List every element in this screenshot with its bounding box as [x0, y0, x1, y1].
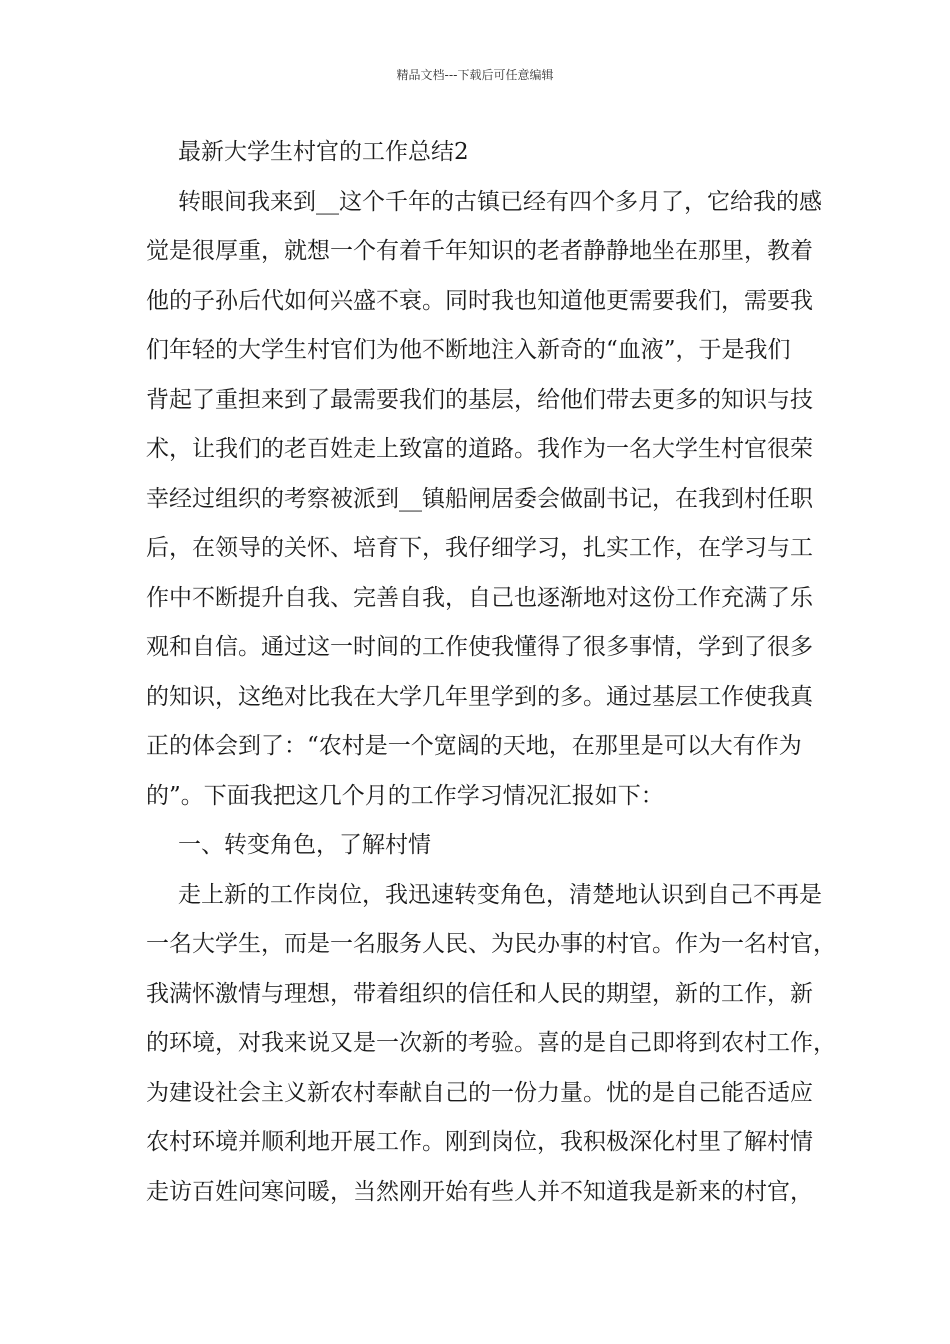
- paragraph-line: 后，在领导的关怀、培育下，我仔细学习，扎实工作，在学习与工: [146, 535, 813, 561]
- paragraph-line: 走上新的工作岗位，我迅速转变角色，清楚地认识到自己不再是: [178, 881, 822, 908]
- paragraph-line: 转眼间我来到__这个千年的古镇已经有四个多月了，它给我的感: [178, 188, 822, 215]
- paragraph-line: 们年轻的大学生村官们为他不断地注入新奇的“血液”，于是我们: [146, 337, 791, 363]
- paragraph-line: 走访百姓问寒问暖，当然刚开始有些人并不知道我是新来的村官，: [146, 1178, 813, 1205]
- paragraph-line: 觉是很厚重，就想一个有着千年知识的老者静静地坐在那里，教着: [146, 238, 813, 264]
- paragraph-line: 的环境，对我来说又是一次新的考验。喜的是自己即将到农村工作，: [146, 1030, 836, 1056]
- paragraph-line: 幸经过组织的考察被派到__镇船闸居委会做副书记，在我到村任职: [146, 485, 813, 512]
- section-heading: 一、转变角色，了解村情: [178, 832, 431, 858]
- paragraph-line: 我满怀激情与理想，带着组织的信任和人民的期望，新的工作，新: [146, 980, 813, 1007]
- paragraph-line: 的知识，这绝对比我在大学几年里学到的多。通过基层工作使我真: [146, 683, 813, 710]
- document-title: 最新大学生村官的工作总结2: [178, 139, 469, 165]
- page-header: 精品文档---下载后可任意编辑: [396, 68, 554, 82]
- paragraph-line: 背起了重担来到了最需要我们的基层，给他们带去更多的知识与技: [146, 386, 813, 413]
- paragraph-line: 一名大学生，而是一名服务人民、为民办事的村官。作为一名村官，: [146, 931, 836, 957]
- document-body: [146, 128, 836, 1217]
- paragraph-line: 农村环境并顺利地开展工作。刚到岗位，我积极深化村里了解村情: [146, 1129, 813, 1155]
- paragraph-line: 术，让我们的老百姓走上致富的道路。我作为一名大学生村官很荣: [146, 436, 813, 462]
- paragraph-line: 的”。下面我把这几个月的工作学习情况汇报如下：: [146, 782, 664, 809]
- paragraph-line: 作中不断提升自我、完善自我，自己也逐渐地对这份工作充满了乐: [146, 584, 813, 611]
- paragraph-line: 正的体会到了：“农村是一个宽阔的天地，在那里是可以大有作为: [146, 733, 802, 759]
- paragraph-line: 他的子孙后代如何兴盛不衰。同时我也知道他更需要我们，需要我: [146, 287, 813, 314]
- paragraph-line: 观和自信。通过这一时间的工作使我懂得了很多事情，学到了很多: [146, 634, 813, 660]
- paragraph-line: 为建设社会主义新农村奉献自己的一份力量。忧的是自己能否适应: [146, 1079, 813, 1106]
